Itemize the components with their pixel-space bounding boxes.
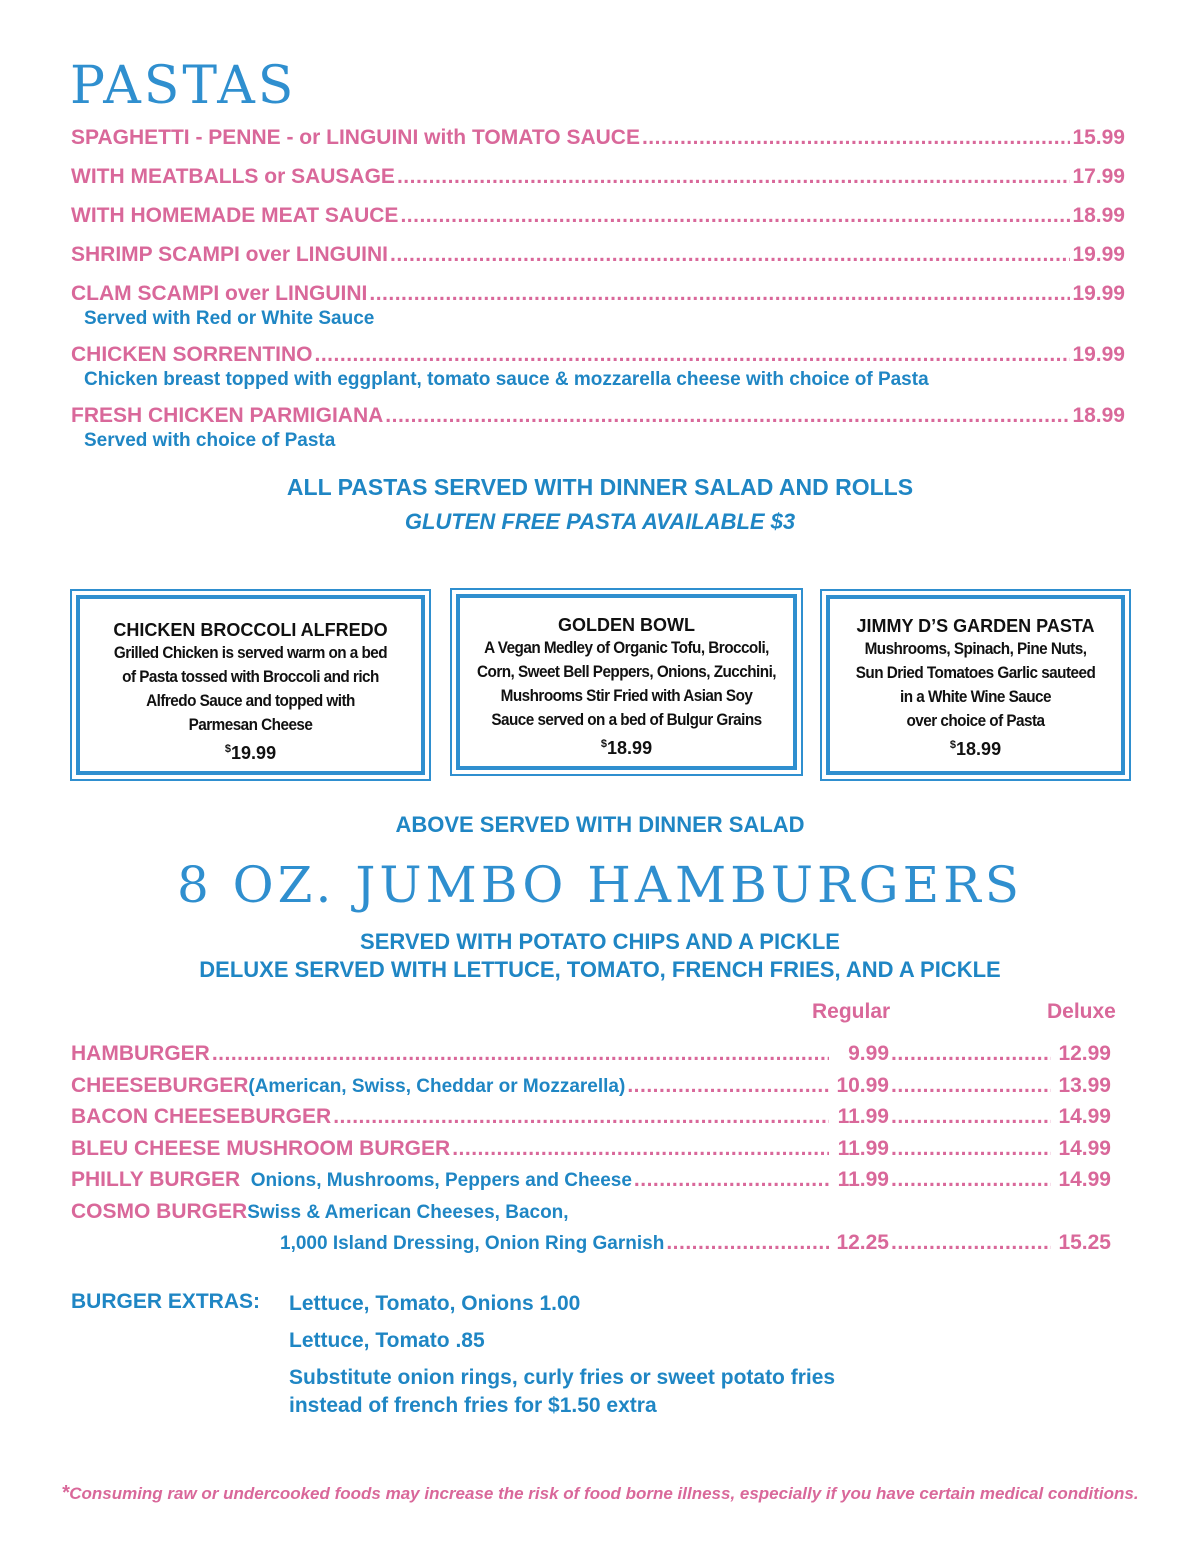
dot-leader	[390, 241, 1070, 269]
menu-item	[71, 163, 1125, 202]
dot-leader	[642, 124, 1070, 152]
menu-item	[71, 241, 1125, 280]
footnote-text: Consuming raw or undercooked foods may increase the risk of food borne illness, especially if you have certain medical conditions.	[69, 1484, 1139, 1503]
gluten-free-note: GLUTEN FREE PASTA AVAILABLE $3	[404, 509, 796, 534]
item-price: 18.99	[1072, 404, 1125, 427]
special-desc-line: Sauce served on a bed of Bulgur Grains	[491, 710, 762, 729]
item-description: (American, Swiss, Cheddar or Mozzarella)	[248, 1075, 626, 1097]
item-name: SPAGHETTI - PENNE - or LINGUINI with TOMATO SAUCE	[71, 126, 640, 149]
special-desc-line: A Vegan Medley of Organic Tofu, Broccoli,	[484, 638, 769, 657]
deluxe-price: 13.99	[1058, 1073, 1111, 1097]
special-price: $18.99	[949, 739, 1002, 759]
item-name: BACON CHEESEBURGER	[71, 1105, 332, 1128]
burger-item-continued	[71, 1229, 1111, 1261]
special-desc-line: of Pasta tossed with Broccoli and rich	[122, 667, 379, 686]
column-header-deluxe: Deluxe	[1047, 1000, 1116, 1023]
special-title: GOLDEN BOWL	[558, 615, 695, 635]
dot-leader	[315, 341, 1071, 369]
dot-leader	[369, 280, 1070, 308]
burger-item	[71, 1198, 1111, 1230]
item-name: CHEESEBURGER	[71, 1073, 249, 1097]
special-desc-line: in a White Wine Sauce	[900, 687, 1051, 706]
item-price: 17.99	[1072, 165, 1125, 188]
column-header-regular: Regular	[812, 1000, 891, 1023]
menu-item	[71, 202, 1125, 241]
dot-leader	[385, 402, 1070, 430]
burger-item	[71, 1072, 1111, 1104]
menu-item	[71, 124, 1125, 163]
item-description: 1,000 Island Dressing, Onion Ring Garnish	[280, 1233, 665, 1254]
item-description: Onions, Mushrooms, Peppers and Cheese	[240, 1170, 632, 1191]
burgers-title: 8 OZ. JUMBO HAMBURGERS	[176, 856, 1024, 914]
pasta-list	[71, 124, 1125, 463]
deluxe-price: 14.99	[1058, 1136, 1111, 1160]
item-name: WITH MEATBALLS or SAUSAGE	[71, 165, 395, 188]
dot-leader	[891, 1103, 1051, 1131]
special-price: $19.99	[224, 743, 277, 763]
footnote-asterisk: *	[61, 1482, 70, 1504]
regular-price: 11.99	[837, 1168, 889, 1191]
extras-item: Lettuce, Tomato .85	[289, 1329, 485, 1352]
special-box	[820, 589, 1131, 781]
special-title: CHICKEN BROCCOLI ALFREDO	[113, 620, 388, 640]
special-box	[450, 588, 803, 776]
dot-leader	[891, 1229, 1051, 1257]
dot-leader	[666, 1229, 829, 1257]
deluxe-price: 14.99	[1058, 1168, 1111, 1191]
special-desc-line: Parmesan Cheese	[188, 715, 313, 734]
dot-leader	[891, 1166, 1051, 1194]
item-price: 19.99	[1072, 343, 1125, 366]
special-desc-line: Alfredo Sauce and topped with	[146, 691, 355, 710]
special-price: $18.99	[600, 738, 653, 758]
pastas-title: PASTAS	[70, 56, 297, 116]
item-price: 19.99	[1072, 282, 1125, 305]
extras-label: BURGER EXTRAS:	[71, 1290, 261, 1313]
extras-item: Lettuce, Tomato, Onions 1.00	[289, 1292, 581, 1315]
health-disclaimer	[0, 1482, 1200, 1505]
dot-leader	[333, 1103, 829, 1131]
item-description: Chicken breast topped with eggplant, tomato sauce & mozzarella cheese with choice of Pasta	[84, 369, 929, 390]
item-name: BLEU CHEESE MUSHROOM BURGER	[71, 1136, 451, 1160]
dot-leader	[891, 1040, 1051, 1068]
dot-leader	[627, 1072, 829, 1100]
regular-price: 12.25	[836, 1231, 889, 1254]
item-price: 19.99	[1072, 243, 1125, 266]
regular-price: 10.99	[836, 1073, 889, 1097]
item-name: CLAM SCAMPI over LINGUINI	[71, 282, 368, 305]
burger-list	[71, 1040, 1111, 1261]
special-box	[70, 589, 431, 781]
item-name: COSMO BURGER	[71, 1199, 248, 1223]
dot-leader	[400, 202, 1070, 230]
burgers-subtitle-deluxe: DELUXE SERVED WITH LETTUCE, TOMATO, FRENCH FRIES, AND A PICKLE	[199, 957, 1001, 982]
deluxe-price: 12.99	[1058, 1042, 1111, 1065]
pasta-note: ALL PASTAS SERVED WITH DINNER SALAD AND ROLLS	[286, 474, 914, 500]
dot-leader	[452, 1135, 829, 1163]
item-price: 18.99	[1072, 204, 1125, 227]
item-name: WITH HOMEMADE MEAT SAUCE	[71, 204, 399, 227]
dot-leader	[891, 1135, 1051, 1163]
special-desc-line: Mushrooms, Spinach, Pine Nuts,	[864, 639, 1087, 658]
item-name: PHILLY BURGER	[71, 1168, 241, 1191]
specials-boxes	[70, 588, 1130, 782]
item-price: 15.99	[1072, 126, 1125, 149]
regular-price: 11.99	[837, 1105, 889, 1128]
item-description: Served with Red or White Sauce	[84, 308, 375, 329]
special-desc-line: Sun Dried Tomatoes Garlic sauteed	[855, 663, 1096, 682]
specials-note: ABOVE SERVED WITH DINNER SALAD	[395, 812, 805, 837]
burger-item	[71, 1040, 1111, 1072]
special-desc-line: Mushrooms Stir Fried with Asian Soy	[500, 686, 753, 705]
special-desc-line: over choice of Pasta	[906, 711, 1045, 730]
special-title: JIMMY D’S GARDEN PASTA	[856, 616, 1095, 636]
item-description: Swiss & American Cheeses, Bacon,	[247, 1201, 569, 1223]
burgers-subtitle: SERVED WITH POTATO CHIPS AND A PICKLE	[360, 929, 840, 954]
deluxe-price: 14.99	[1058, 1105, 1111, 1128]
extras-item: instead of french fries for $1.50 extra	[289, 1394, 657, 1417]
item-name: CHICKEN SORRENTINO	[71, 343, 313, 366]
dot-leader	[891, 1072, 1051, 1100]
burger-item	[71, 1135, 1111, 1167]
burger-item	[71, 1166, 1111, 1198]
special-desc-line: Grilled Chicken is served warm on a bed	[113, 643, 388, 662]
item-name: SHRIMP SCAMPI over LINGUINI	[71, 243, 388, 266]
item-name: HAMBURGER	[71, 1042, 210, 1065]
regular-price: 11.99	[837, 1136, 889, 1160]
burger-item	[71, 1103, 1111, 1135]
extras-item: Substitute onion rings, curly fries or sweet potato fries	[289, 1366, 836, 1389]
item-name: FRESH CHICKEN PARMIGIANA	[71, 404, 384, 427]
deluxe-price: 15.25	[1058, 1231, 1111, 1254]
dot-leader	[634, 1166, 829, 1194]
dot-leader	[397, 163, 1071, 191]
item-description: Served with choice of Pasta	[84, 430, 336, 451]
dot-leader	[212, 1040, 829, 1068]
special-desc-line: Corn, Sweet Bell Peppers, Onions, Zucchini,	[477, 662, 776, 681]
regular-price: 9.99	[848, 1042, 889, 1065]
